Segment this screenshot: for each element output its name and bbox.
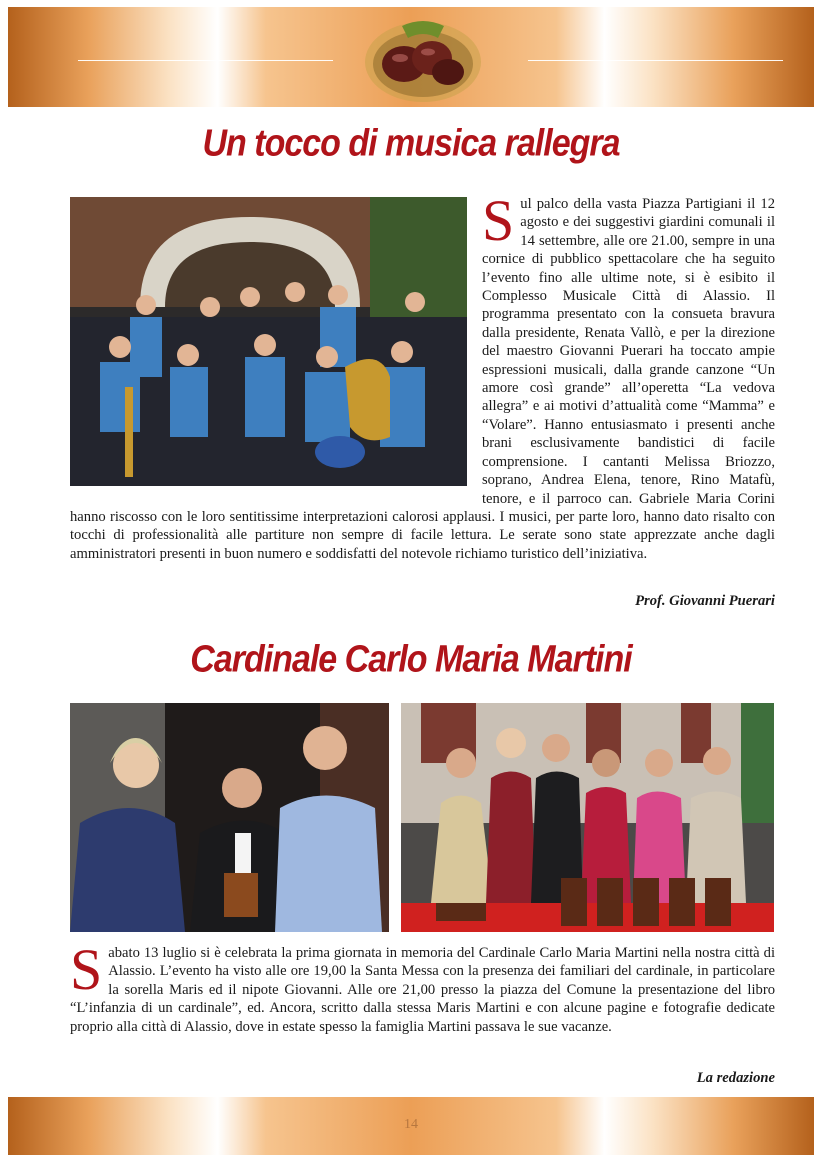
three-people-photo [70, 703, 389, 932]
header-rule-right [528, 60, 783, 61]
book-presentation-photo [401, 703, 774, 932]
page-number: 14 [404, 1117, 418, 1132]
article1-body [70, 188, 775, 563]
article1-text: ul palco della vasta Piazza Partigiani il 12 agosto e dei suggestivi giardini comunali il 14 settembre, alle ore 21.00, sempre in una cornice di pubblico spettacolare che ha seguito l’evento fino alle ultime note, si è esibito il Complesso Musicale Città di Alassio. Il programma presentato con la consueta bravura dalla presidente, Renata Vallò, e per la direzione del maestro Giovanni Puerari ha toccato ampie espressioni musicali, dalla grande canzone “Un amore così grande” all’operetta “La vedova allegra” e ai motivi d’attualità come “Mamma” e “Volare”. Hanno entusiasmato i presenti anche brani esclusivamente bandistici di facile comprensione. I cantanti Melissa Briozzo, soprano, Andrea Elena, tenore, Rino Matafù, tenore, e il parroco can. Gabriele Maria Corini hanno riscosso con le loro sentitissime interpretazioni calorosi applausi. I musici, per parte loro, hanno dato risalto con tocchi di professionalità alle partiture non sempre di facile lettura. Le serate sono state apprezzate anche dagli amministratori presenti in buon numero e soddisfatti del notevole richiamo turistico dell’iniziativa. [70, 196, 775, 562]
article2-author: La redazione [696, 1070, 775, 1086]
article1-title: Un tocco di musica rallegra [202, 121, 620, 165]
article2-body [70, 937, 775, 1036]
article2-text: abato 13 luglio si è celebrata la prima giornata in memoria del Cardinale Carlo Maria Martini nella nostra città di Alassio. L’evento ha visto alle ore 19,00 la Santa Messa con la presenza dei familiari del cardinale, in particolare la sorella Maris ed il nipote Giovanni. Alle ore 21,00 presso la piazza del Comune la presentazione del libro “L’infanzia di un cardinale”, ed. Ancora, scritto dalla stessa Maris Martini e con alcune pagine e fotografie dedicate proprio alla città di Alassio, dove in estate spesso la famiglia Martini passava le sue vacanze. [70, 945, 775, 1035]
article2-drop-cap: S [70, 937, 103, 1002]
article2-title: Cardinale Carlo Maria Martini [190, 637, 632, 681]
header-rule-left [78, 60, 333, 61]
article1-drop-cap: S [482, 188, 515, 253]
article1-author: Prof. Giovanni Puerari [635, 593, 775, 609]
photo-spacer [70, 195, 482, 495]
chestnut-icon [362, 14, 484, 104]
